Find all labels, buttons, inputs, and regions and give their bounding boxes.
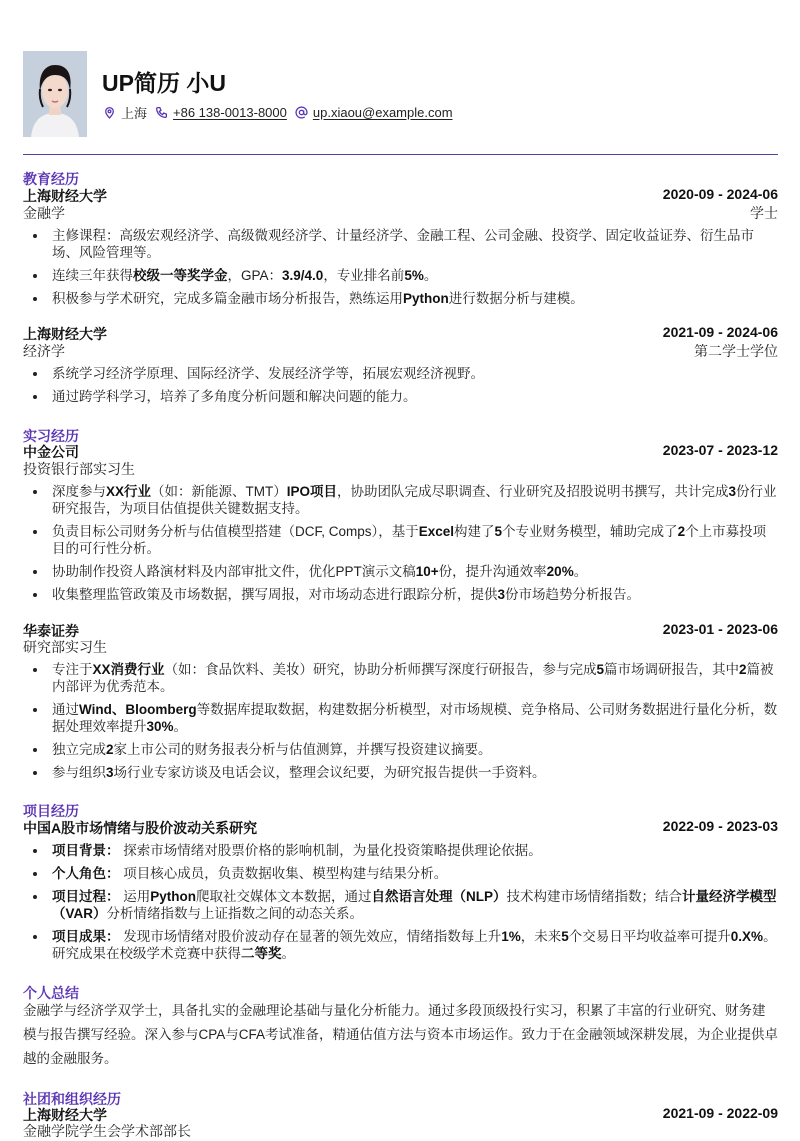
major: 金融学 — [23, 205, 65, 221]
list-item: 独立完成2家上市公司的财务报表分析与估值测算，并撰写投资建议摘要。 — [23, 741, 778, 758]
education-entry-1-sub — [23, 203, 778, 223]
list-item: 个人角色： 项目核心成员，负责数据收集、模型构建与结果分析。 — [23, 865, 778, 882]
degree: 学士 — [750, 205, 778, 221]
location-text: 上海 — [121, 106, 148, 121]
phone-icon — [155, 106, 168, 119]
internship-entry-1-bullets — [23, 483, 778, 609]
contact-info — [103, 103, 461, 122]
candidate-name: UP简历 小U — [102, 70, 226, 96]
list-item: 连续三年获得校级一等奖学金，GPA：3.9/4.0，专业排名前5%。 — [23, 267, 778, 284]
company-name: 华泰证券 — [23, 623, 79, 639]
role: 金融学院学生会学术部部长 — [23, 1123, 191, 1139]
list-item: 主修课程：高级宏观经济学、高级微观经济学、计量经济学、金融工程、公司金融、投资学、固定收益证券、衍生品市场、风险管理等。 — [23, 227, 778, 261]
organization-name: 上海财经大学 — [23, 1107, 107, 1123]
school-name: 上海财经大学 — [23, 188, 107, 204]
section-title-organizations: 社团和组织经历 — [23, 1091, 121, 1107]
list-item: 专注于XX消费行业（如：食品饮料、美妆）研究，协助分析师撰写深度行研报告，参与完成5篇市场调研报告，其中2篇被内部评为优秀范本。 — [23, 661, 778, 695]
phone-link[interactable]: +86 138-0013-8000 — [173, 105, 287, 120]
project-name: 中国A股市场情绪与股价波动关系研究 — [23, 820, 258, 836]
date-range: 2020-09 - 2024-06 — [662, 186, 778, 202]
list-item: 协助制作投资人路演材料及内部审批文件，优化PPT演示文稿10+份，提升沟通效率20%。 — [23, 563, 778, 580]
list-item: 参与组织3场行业专家访谈及电话会议，整理会议纪要，为研究报告提供一手资料。 — [23, 764, 778, 781]
project-entry-1-bullets — [23, 842, 778, 968]
resume-header — [23, 51, 778, 137]
list-item: 项目背景： 探索市场情绪对股票价格的影响机制，为量化投资策略提供理论依据。 — [23, 842, 778, 859]
header-divider — [23, 154, 778, 155]
role: 研究部实习生 — [23, 639, 107, 655]
list-item: 积极参与学术研究，完成多篇金融市场分析报告，熟练运用Python进行数据分析与建模。 — [23, 290, 778, 307]
summary-text: 金融学与经济学双学士，具备扎实的金融理论基础与量化分析能力。通过多段顶级投行实习，积累了丰富的行业研究、财务建模与报告撰写经验。深入参与CPA与CFA考试准备，精通估值方法与资本市场运作。致力于在金融领域深耕发展，为企业提供卓越的金融服务。 — [23, 1003, 779, 1066]
contact-email — [295, 105, 453, 120]
project-entry-1-head — [23, 818, 778, 838]
internship-entry-1-sub — [23, 459, 778, 479]
date-range: 2022-09 - 2023-03 — [662, 818, 778, 834]
major: 经济学 — [23, 343, 65, 359]
section-title-internship: 实习经历 — [23, 428, 79, 444]
list-item: 深度参与XX行业（如：新能源、TMT）IPO项目，协助团队完成尽职调查、行业研究及招股说明书撰写，共计完成3份行业研究报告，为项目估值提供关键数据支持。 — [23, 483, 778, 517]
list-item: 项目过程： 运用Python爬取社交媒体文本数据，通过自然语言处理（NLP）技术构建市场情绪指数；结合计量经济学模型（VAR）分析情绪指数与上证指数之间的动态关系。 — [23, 888, 778, 922]
list-item: 负责目标公司财务分析与估值模型搭建（DCF, Comps），基于Excel构建了5个专业财务模型，辅助完成了2个上市募投项目的可行性分析。 — [23, 523, 778, 557]
date-range: 2021-09 - 2022-09 — [662, 1105, 778, 1121]
organization-entry-1-sub — [23, 1121, 778, 1141]
role: 投资银行部实习生 — [23, 461, 135, 477]
contact-location — [103, 103, 147, 122]
internship-entry-2-sub — [23, 637, 778, 657]
list-item: 系统学习经济学原理、国际经济学、发展经济学等，拓展宏观经济视野。 — [23, 365, 778, 382]
education-entry-2-bullets — [23, 365, 778, 411]
list-item: 通过Wind、Bloomberg等数据库提取数据，构建数据分析模型，对市场规模、竞争格局、公司财务数据进行量化分析，数据处理效率提升30%。 — [23, 701, 778, 735]
school-name: 上海财经大学 — [23, 326, 107, 342]
date-range: 2023-07 - 2023-12 — [662, 442, 778, 458]
internship-entry-2-bullets — [23, 661, 778, 787]
section-title-projects: 项目经历 — [23, 803, 79, 819]
section-title-summary: 个人总结 — [23, 985, 79, 1001]
list-item: 收集整理监管政策及市场数据，撰写周报，对市场动态进行跟踪分析，提供3份市场趋势分析报告。 — [23, 586, 778, 603]
email-link[interactable]: up.xiaou@example.com — [312, 105, 453, 120]
degree: 第二学士学位 — [694, 343, 778, 359]
education-entry-2-sub — [23, 341, 778, 361]
date-range: 2021-09 - 2024-06 — [662, 324, 778, 340]
list-item: 通过跨学科学习，培养了多角度分析问题和解决问题的能力。 — [23, 388, 778, 405]
list-item: 项目成果： 发现市场情绪对股价波动存在显著的领先效应，情绪指数每上升1%，未来5个交易日平均收益率可提升0.X%。研究成果在校级学术竞赛中获得二等奖。 — [23, 928, 778, 962]
avatar — [23, 51, 87, 137]
company-name: 中金公司 — [23, 444, 79, 460]
map-pin-icon — [103, 106, 116, 119]
education-entry-1-bullets — [23, 227, 778, 313]
contact-phone — [155, 105, 287, 120]
at-sign-icon — [295, 106, 308, 119]
section-title-education: 教育经历 — [23, 171, 79, 187]
date-range: 2023-01 - 2023-06 — [662, 621, 778, 637]
